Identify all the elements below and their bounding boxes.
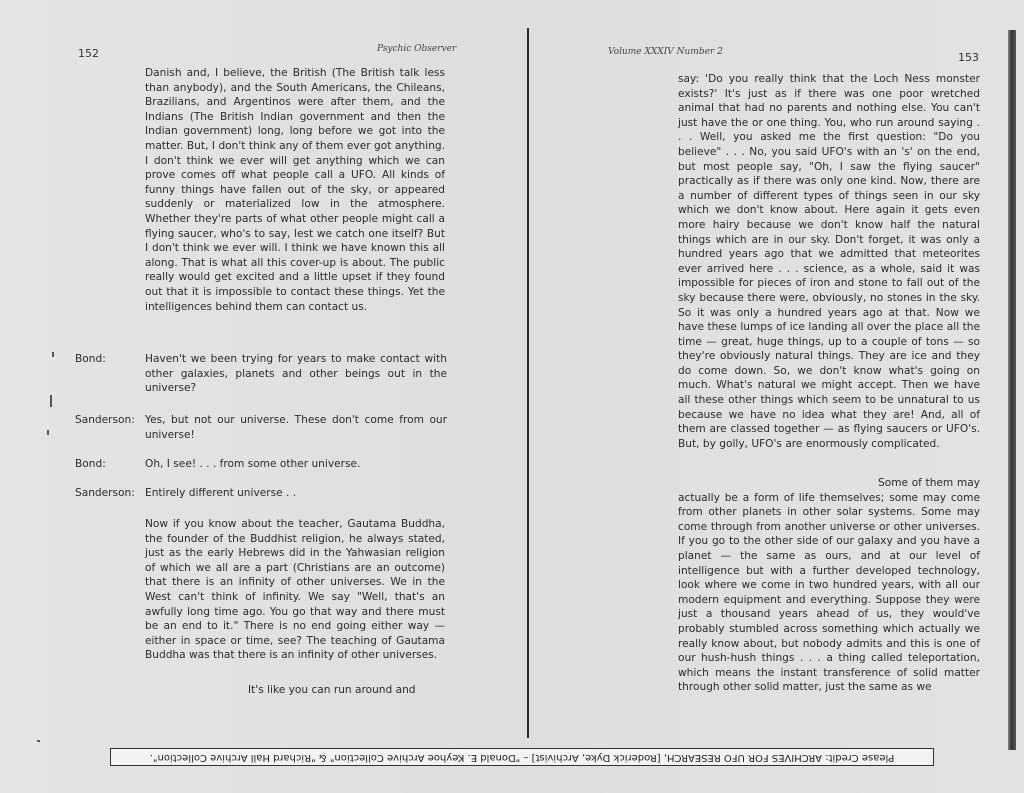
left-paragraph-3 — [248, 683, 448, 698]
speech-text: Haven't we been trying for years to make contact with other galaxies, planets and other beings out in the universe? — [145, 353, 447, 395]
dialogue-line-2 — [75, 413, 447, 443]
page-gutter — [527, 28, 529, 738]
dialogue-line-3 — [75, 457, 447, 473]
left-paragraph-1 — [145, 66, 445, 314]
margin-mark — [52, 352, 54, 357]
margin-mark — [50, 395, 52, 407]
left-paragraph-3-text: It's like you can run around and — [248, 684, 416, 696]
margin-mark — [47, 430, 49, 435]
right-running-head: Volume XXXIV Number 2 — [608, 47, 723, 57]
speech-text: Yes, but not our universe. These don't come from our universe! — [145, 414, 447, 441]
speaker-label: Sanderson: — [75, 487, 135, 499]
right-paragraph-2 — [678, 476, 980, 695]
left-page-number: 152 — [78, 47, 99, 60]
dialogue-line-1 — [75, 352, 447, 397]
left-paragraph-1-text: Danish and, I believe, the British (The British talk less than anybody), and the South Americans, the Chileans, Brazilians, and Argentinos were after them, and the Indians (The British Indian government and then the Indian government) long, long before we got into the matter. But, I don't think any of them ever got anything. I don't think we ever will get anything which we can prove comes off what people call a UFO. All kinds of funny things have fallen out of the sky, or appeared suddenly or materialized low in the atmosphere. Whether they're parts of what other people might call a flying saucer, who's to say, lest we catch one itself? But I don't think we ever will. I think we have known this all along. That is what all this cover-up is about. The public really would get excited and a little upset if they found out that it is impossible to contact these things. Yet the intelligences behind them can contact us. — [145, 67, 445, 313]
left-paragraph-2 — [145, 517, 445, 663]
right-paragraph-2-text: Some of them may actually be a form of life themselves; some may come from other planets in other solar systems. Some may come through from another universe or other universes. If you go to the other side of our galaxy and you have a planet — the same as ours, and at our level of intelligence but with a further developed technology, look where we come in two hundred years, with all our modern equipment and everything. Suppose they were just a thousand years ahead of us, they would've probably stumbled across something which actually we really know about, but nobody admits and this is one of our hush-hush things . . . a thing called teleportation, which means the instant transference of solid matter through other solid matter, just the same as we — [678, 477, 980, 694]
right-paragraph-1-text: say: 'Do you really think that the Loch Ness monster exists?' It's just as if there was one poor wretched animal that had no parents and nothing else. You can't just have the or one thing. You, who run around saying . . . Well, you asked me the first question: "Do you believe" . . . No, you said UFO's with an 's' on the end, but most people say, "Oh, I saw the flying saucer" practically as if there was only one kind. Now, there are a number of different types of things seen in our sky which we don't know about. Here again it gets even more hairy because we don't know half the natural things which are in our sky. Don't forget, it was only a hundred years ago that we admitted that meteorites ever arrived here . . . science, as a whole, said it was impossible for pieces of iron and stone to fall out of the sky because there were, obviously, no stones in the sky. So it was only a hundred years ago at that. Now we have these lumps of ice landing all over the place all the time — great, huge things, up to a couple of tons — so they're obviously natural things. They are ice and they do come down. So, we don't know what's going on much. What's natural we might accept. Then we have all these other things which seem to be unnatural to us because we have no idea what they are! And, all of them are classed together — as flying saucers or UFO's. But, by golly, UFO's are enormously complicated. — [678, 73, 980, 450]
binding-edge — [1008, 30, 1016, 750]
speech-text: Entirely different universe . . — [145, 487, 297, 499]
speaker-label: Bond: — [75, 353, 106, 365]
margin-mark — [37, 740, 40, 742]
speaker-label: Sanderson: — [75, 414, 135, 426]
left-paragraph-2-text: Now if you know about the teacher, Gautama Buddha, the founder of the Buddhist religion, he always stated, just as the early Hebrews did in the Yahwasian religion of which we all are a part (Christians are an outcome) that there is an infinity of other universes. We in the West can't think of infinity. We say "Well, that's an awfully long time ago. You go that way and there must be an end to it." There is no end going either way — either in space or time, see? The teaching of Gautama Buddha was that there is an infinity of other universes. — [145, 518, 445, 662]
archive-credit-bar: Please Credit: ARCHIVES FOR UFO RESEARCH, [Roderick Dyke, Archivist] – "Donald E. Keyhoe Archive Collection" & "Richard Hall Archive Collection". — [110, 748, 934, 766]
speech-text: Oh, I see! . . . from some other universe. — [145, 458, 361, 470]
dialogue-line-4 — [75, 486, 447, 502]
speaker-label: Bond: — [75, 458, 106, 470]
right-paragraph-1 — [678, 72, 980, 451]
left-running-head: Psychic Observer — [377, 44, 457, 54]
right-page-number: 153 — [958, 51, 979, 64]
